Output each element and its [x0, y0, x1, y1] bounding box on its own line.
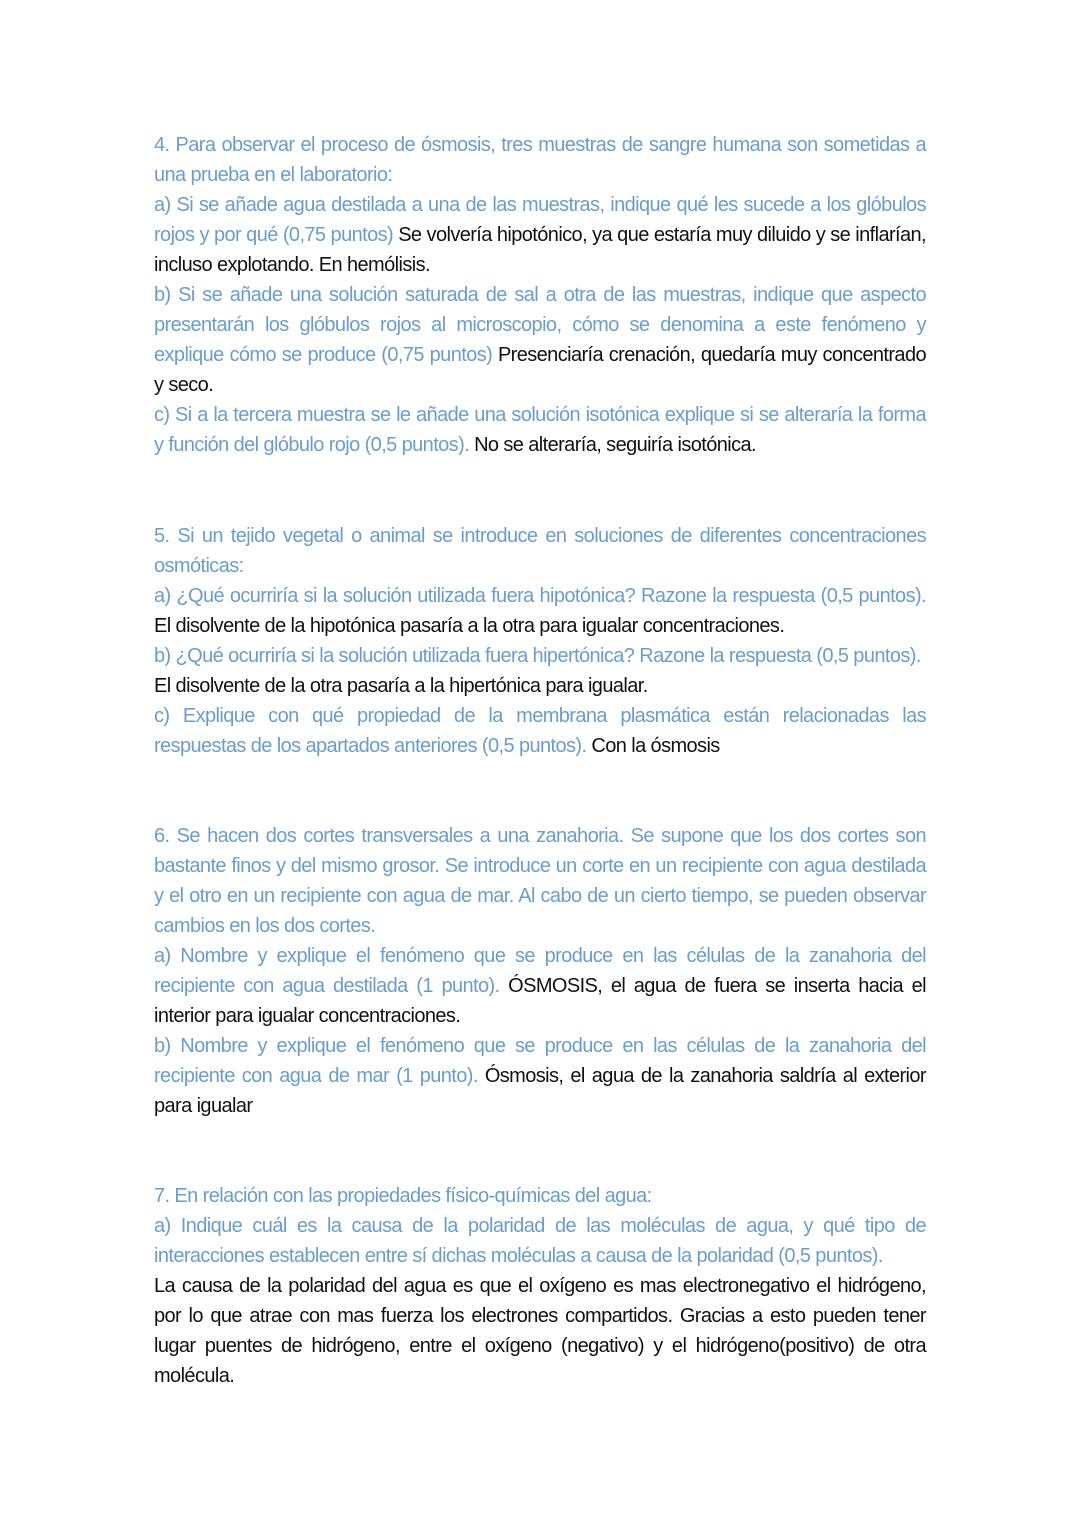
- question-6b: [154, 1031, 926, 1121]
- answer-text: La causa de la polaridad del agua es que el oxígeno es mas electronegativo el hidrógeno, por lo que atrae con mas fuerza los electrones compartidos. Gracias a esto pueden tener lugar puentes de hidrógeno, entre el oxígeno (negativo) y el hidrógeno(positivo) de otra molécula.: [154, 1275, 926, 1387]
- answer-text: El disolvente de la otra pasaría a la hipertónica para igualar.: [154, 675, 648, 697]
- question-prompt: c) Explique con qué propiedad de la membrana plasmática están relacionadas las respuestas de los apartados anteriores (0,5 puntos).: [154, 705, 926, 757]
- question-prompt: a) Nombre y explique el fenómeno que se produce en las células de la zanahoria del recipiente con agua destilada (1 punto).: [154, 945, 926, 997]
- question-6a: [154, 941, 926, 1031]
- question-6: [154, 821, 926, 1121]
- question-prompt: a) ¿Qué ocurriría si la solución utilizada fuera hipotónica? Razone la respuesta (0,5 puntos).: [154, 585, 926, 607]
- question-7-intro: [154, 1181, 926, 1211]
- question-prompt: b) Nombre y explique el fenómeno que se produce en las células de la zanahoria del recipiente con agua de mar (1 punto).: [154, 1035, 926, 1087]
- answer-text: No se alteraría, seguiría isotónica.: [474, 434, 756, 456]
- question-text: 7. En relación con las propiedades físico-químicas del agua:: [154, 1185, 652, 1207]
- question-4c: [154, 400, 926, 460]
- question-text: 6. Se hacen dos cortes transversales a una zanahoria. Se supone que los dos cortes son bastante finos y del mismo grosor. Se introduce un corte en un recipiente con agua destilada y el otro en un recipiente con agua de mar. Al cabo de un cierto tiempo, se pueden observar cambios en los dos cortes.: [154, 825, 926, 937]
- answer-text: Con la ósmosis: [591, 735, 720, 757]
- question-prompt: a) Si se añade agua destilada a una de las muestras, indique qué les sucede a los glóbulos rojos y por qué (0,75 puntos): [154, 194, 926, 246]
- answer-text: ÓSMOSIS, el agua de fuera se inserta hacia el interior para igualar concentraciones.: [154, 975, 926, 1027]
- question-4-intro: [154, 130, 926, 190]
- question-7a: [154, 1211, 926, 1391]
- answer-text: El disolvente de la hipotónica pasaría a la otra para igualar concentraciones.: [154, 615, 785, 637]
- answer-text: Presenciaría crenación, quedaría muy concentrado y seco.: [154, 344, 926, 396]
- question-5: [154, 521, 926, 761]
- question-4: [154, 130, 926, 460]
- question-6-intro: [154, 821, 926, 941]
- question-5a: [154, 581, 926, 641]
- question-5c: [154, 701, 926, 761]
- question-prompt: b) Si se añade una solución saturada de sal a otra de las muestras, indique que aspecto presentarán los glóbulos rojos al microscopio, cómo se denomina a este fenómeno y explique cómo se produce (0,75 puntos): [154, 284, 926, 366]
- question-prompt: b) ¿Qué ocurriría si la solución utilizada fuera hipertónica? Razone la respuesta (0,5 puntos).: [154, 645, 921, 667]
- question-7: [154, 1181, 926, 1391]
- question-text: 4. Para observar el proceso de ósmosis, tres muestras de sangre humana son sometidas a una prueba en el laboratorio:: [154, 134, 926, 186]
- question-5b: [154, 641, 926, 701]
- question-4a: [154, 190, 926, 280]
- answer-text: Se volvería hipotónico, ya que estaría muy diluido y se inflarían, incluso explotando. En hemólisis.: [154, 224, 926, 276]
- answer-text: Ósmosis, el agua de la zanahoria saldría al exterior para igualar: [154, 1065, 926, 1117]
- question-5-intro: [154, 521, 926, 581]
- question-prompt: a) Indique cuál es la causa de la polaridad de las moléculas de agua, y qué tipo de interacciones establecen entre sí dichas moléculas a causa de la polaridad (0,5 puntos).: [154, 1215, 926, 1267]
- question-prompt: c) Si a la tercera muestra se le añade una solución isotónica explique si se alteraría la forma y función del glóbulo rojo (0,5 puntos).: [154, 404, 926, 456]
- question-text: 5. Si un tejido vegetal o animal se introduce en soluciones de diferentes concentraciones osmóticas:: [154, 525, 926, 577]
- question-4b: [154, 280, 926, 400]
